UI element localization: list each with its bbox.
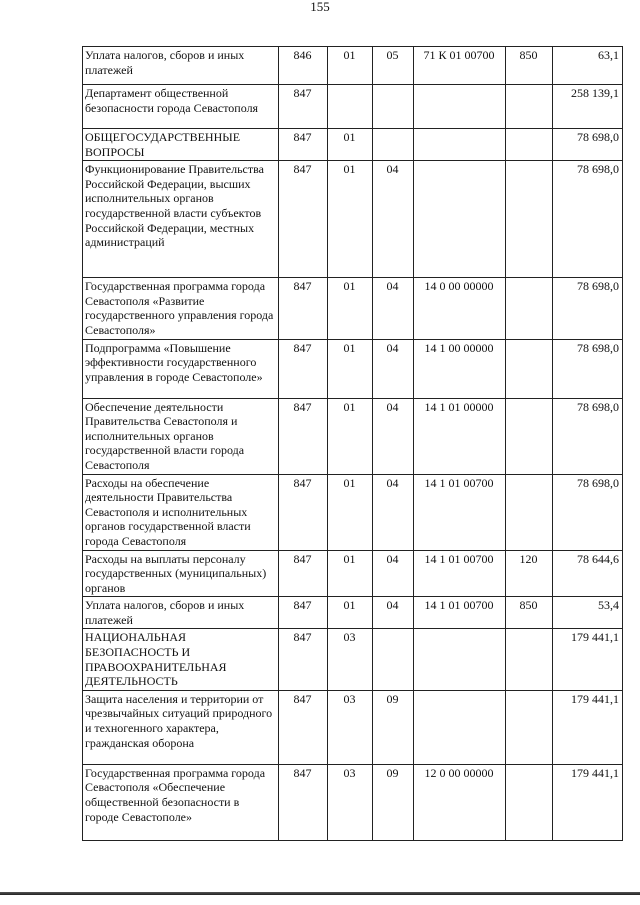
scan-bottom-edge xyxy=(0,892,640,895)
row-target-code xyxy=(414,690,506,764)
row-name: НАЦИОНАЛЬНАЯ БЕЗОПАСНОСТЬ И ПРАВООХРАНИТЕЛЬНАЯ ДЕЯТЕЛЬНОСТЬ xyxy=(83,629,279,690)
row-subsection-code xyxy=(373,629,414,690)
row-subsection-code: 09 xyxy=(373,764,414,840)
row-name: Функционирование Правительства Российской Федерации, высших исполнительных органов государственной власти субъектов Российской Федерации, местных администраций xyxy=(83,161,279,278)
row-subsection-code: 04 xyxy=(373,474,414,550)
row-section-code: 01 xyxy=(328,339,373,398)
row-expense-type-code xyxy=(506,85,553,129)
row-expense-type-code: 850 xyxy=(506,597,553,629)
table-row xyxy=(83,278,623,339)
row-amount: 53,4 xyxy=(553,597,623,629)
row-name: Расходы на обеспечение деятельности Правительства Севастополя и исполнительных органов государственной власти города Севастополя xyxy=(83,474,279,550)
row-name: Подпрограмма «Повышение эффективности государственного управления в городе Севастополе» xyxy=(83,339,279,398)
row-target-code xyxy=(414,85,506,129)
row-name: Расходы на выплаты персоналу государственных (муниципальных) органов xyxy=(83,550,279,597)
row-expense-type-code xyxy=(506,474,553,550)
row-amount: 78 698,0 xyxy=(553,398,623,474)
row-amount: 78 698,0 xyxy=(553,161,623,278)
row-name: Департамент общественной безопасности города Севастополя xyxy=(83,85,279,129)
row-subsection-code: 04 xyxy=(373,597,414,629)
row-section-code xyxy=(328,85,373,129)
row-amount: 78 644,6 xyxy=(553,550,623,597)
budget-table-body xyxy=(83,47,623,841)
row-ministry-code: 847 xyxy=(279,339,328,398)
row-ministry-code: 847 xyxy=(279,597,328,629)
row-section-code: 01 xyxy=(328,161,373,278)
row-section-code: 01 xyxy=(328,278,373,339)
row-ministry-code: 847 xyxy=(279,764,328,840)
row-subsection-code: 05 xyxy=(373,47,414,85)
row-ministry-code: 847 xyxy=(279,278,328,339)
table-row xyxy=(83,47,623,85)
row-name: Обеспечение деятельности Правительства Севастополя и исполнительных органов государственной власти города Севастополя xyxy=(83,398,279,474)
row-target-code xyxy=(414,129,506,161)
row-name: Государственная программа города Севастополя «Обеспечение общественной безопасности в городе Севастополе» xyxy=(83,764,279,840)
table-row xyxy=(83,690,623,764)
row-ministry-code: 846 xyxy=(279,47,328,85)
row-name: Защита населения и территории от чрезвычайных ситуаций природного и техногенного характера, гражданская оборона xyxy=(83,690,279,764)
row-target-code: 14 0 00 00000 xyxy=(414,278,506,339)
row-expense-type-code xyxy=(506,629,553,690)
row-target-code: 14 1 01 00000 xyxy=(414,398,506,474)
row-target-code: 12 0 00 00000 xyxy=(414,764,506,840)
row-expense-type-code xyxy=(506,278,553,339)
row-ministry-code: 847 xyxy=(279,161,328,278)
row-amount: 179 441,1 xyxy=(553,690,623,764)
row-expense-type-code xyxy=(506,690,553,764)
row-ministry-code: 847 xyxy=(279,629,328,690)
row-ministry-code: 847 xyxy=(279,129,328,161)
page-number: 155 xyxy=(310,0,330,14)
row-section-code: 01 xyxy=(328,129,373,161)
row-target-code: 14 1 01 00700 xyxy=(414,474,506,550)
row-expense-type-code: 850 xyxy=(506,47,553,85)
row-amount: 78 698,0 xyxy=(553,129,623,161)
table-row xyxy=(83,474,623,550)
row-name: ОБЩЕГОСУДАРСТВЕННЫЕ ВОПРОСЫ xyxy=(83,129,279,161)
row-subsection-code: 04 xyxy=(373,398,414,474)
table-row xyxy=(83,85,623,129)
row-name: Уплата налогов, сборов и иных платежей xyxy=(83,47,279,85)
row-section-code: 03 xyxy=(328,690,373,764)
row-target-code: 14 1 01 00700 xyxy=(414,550,506,597)
table-row xyxy=(83,398,623,474)
row-subsection-code xyxy=(373,129,414,161)
row-expense-type-code: 120 xyxy=(506,550,553,597)
row-section-code: 03 xyxy=(328,764,373,840)
row-expense-type-code xyxy=(506,129,553,161)
row-expense-type-code xyxy=(506,339,553,398)
row-amount: 63,1 xyxy=(553,47,623,85)
row-amount: 179 441,1 xyxy=(553,629,623,690)
row-amount: 78 698,0 xyxy=(553,339,623,398)
row-amount: 78 698,0 xyxy=(553,474,623,550)
table-row xyxy=(83,129,623,161)
table-row xyxy=(83,764,623,840)
table-row xyxy=(83,339,623,398)
row-expense-type-code xyxy=(506,398,553,474)
row-section-code: 01 xyxy=(328,398,373,474)
row-target-code xyxy=(414,629,506,690)
budget-table xyxy=(82,46,623,841)
row-section-code: 01 xyxy=(328,597,373,629)
row-amount: 258 139,1 xyxy=(553,85,623,129)
row-target-code xyxy=(414,161,506,278)
table-row xyxy=(83,161,623,278)
row-subsection-code: 04 xyxy=(373,550,414,597)
row-section-code: 01 xyxy=(328,474,373,550)
row-ministry-code: 847 xyxy=(279,85,328,129)
row-section-code: 01 xyxy=(328,550,373,597)
row-subsection-code: 09 xyxy=(373,690,414,764)
table-row xyxy=(83,629,623,690)
row-subsection-code: 04 xyxy=(373,339,414,398)
row-amount: 179 441,1 xyxy=(553,764,623,840)
row-subsection-code: 04 xyxy=(373,278,414,339)
row-name: Уплата налогов, сборов и иных платежей xyxy=(83,597,279,629)
row-expense-type-code xyxy=(506,764,553,840)
row-section-code: 03 xyxy=(328,629,373,690)
row-target-code: 14 1 00 00000 xyxy=(414,339,506,398)
row-name: Государственная программа города Севастополя «Развитие государственного управления города Севастополя» xyxy=(83,278,279,339)
row-target-code: 14 1 01 00700 xyxy=(414,597,506,629)
table-row xyxy=(83,597,623,629)
row-ministry-code: 847 xyxy=(279,398,328,474)
row-subsection-code xyxy=(373,85,414,129)
row-ministry-code: 847 xyxy=(279,474,328,550)
row-section-code: 01 xyxy=(328,47,373,85)
row-ministry-code: 847 xyxy=(279,550,328,597)
row-subsection-code: 04 xyxy=(373,161,414,278)
row-expense-type-code xyxy=(506,161,553,278)
table-row xyxy=(83,550,623,597)
row-ministry-code: 847 xyxy=(279,690,328,764)
row-target-code: 71 К 01 00700 xyxy=(414,47,506,85)
row-amount: 78 698,0 xyxy=(553,278,623,339)
